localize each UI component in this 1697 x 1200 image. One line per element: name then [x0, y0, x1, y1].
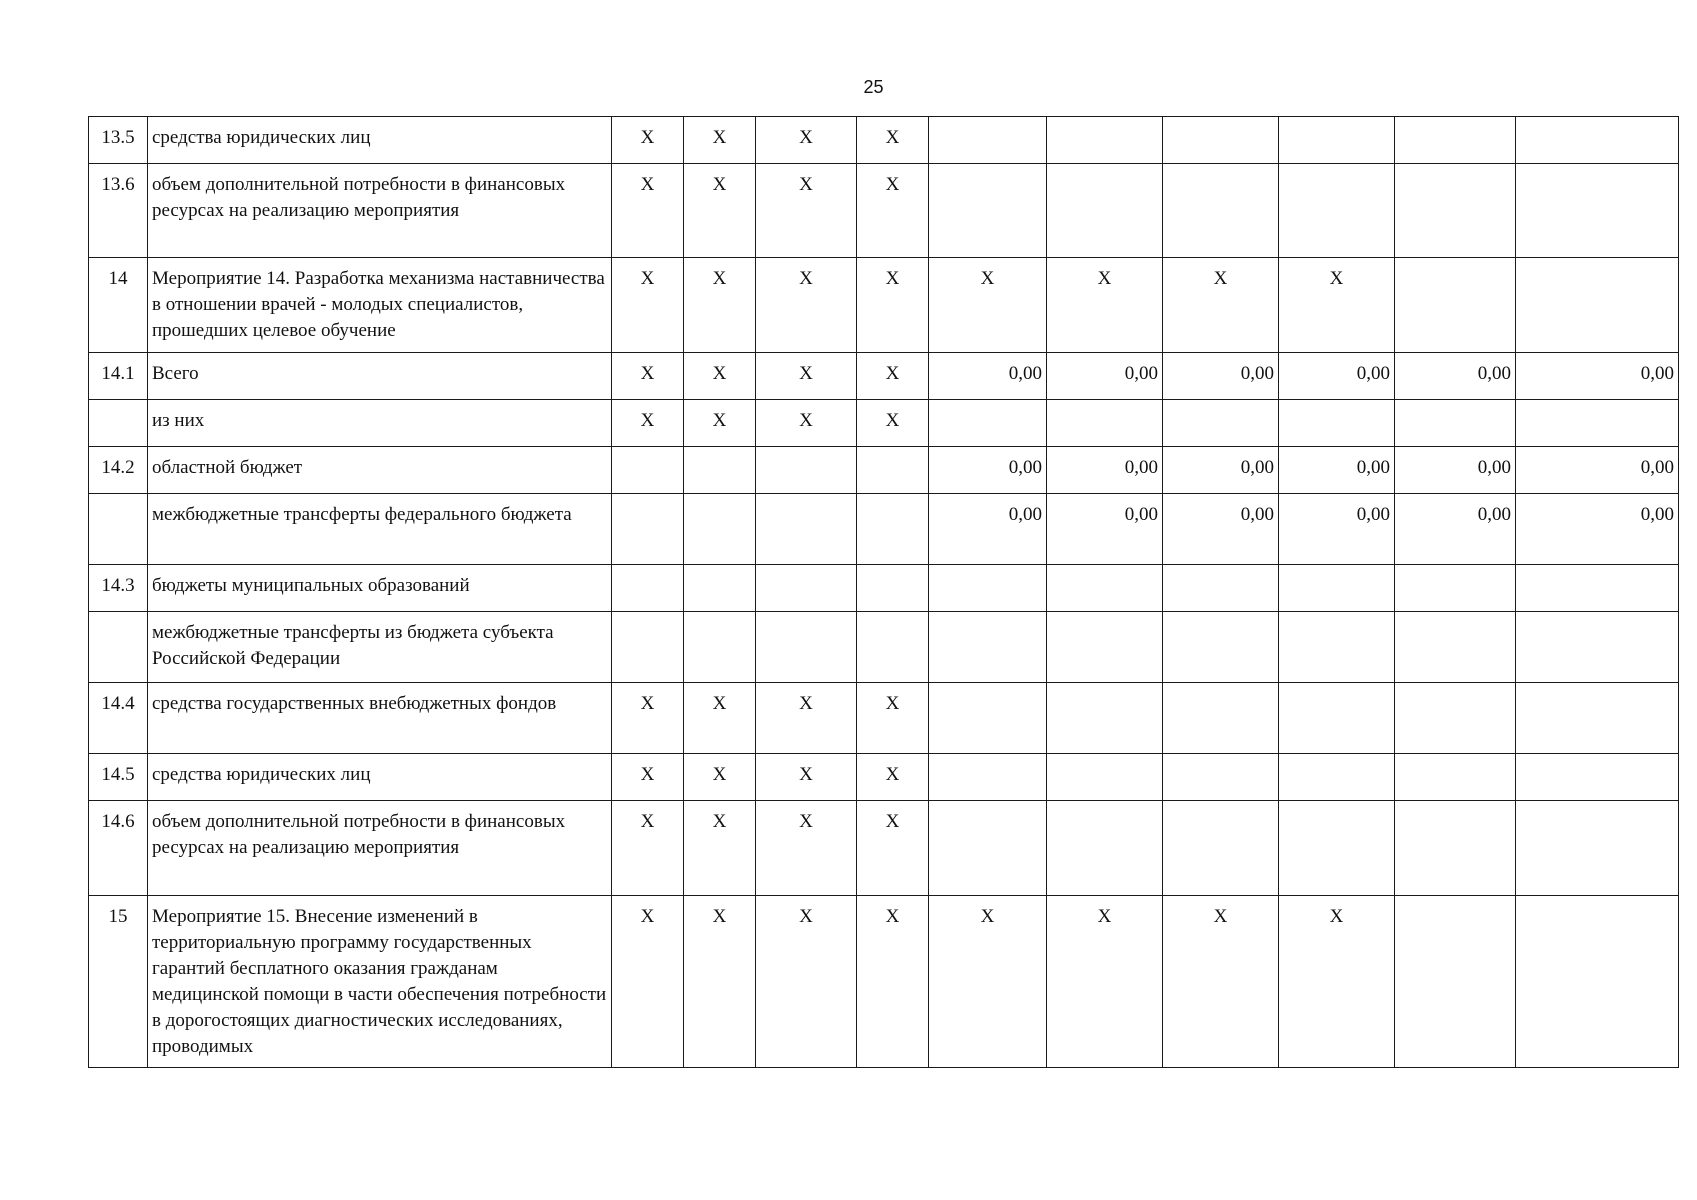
row-number: 14.2	[89, 447, 148, 494]
not-applicable-mark: X	[1163, 896, 1279, 1068]
empty-cell	[1516, 612, 1679, 683]
amount-cell: 0,00	[1047, 447, 1163, 494]
row-number: 14.4	[89, 683, 148, 754]
empty-cell	[1395, 683, 1516, 754]
empty-cell	[1516, 896, 1679, 1068]
table-row	[89, 494, 1679, 565]
row-description: из них	[148, 400, 612, 447]
row-description: объем дополнительной потребности в финансовых ресурсах на реализацию мероприятия	[148, 801, 612, 896]
empty-cell	[857, 447, 929, 494]
amount-cell: 0,00	[1395, 447, 1516, 494]
empty-cell	[684, 612, 756, 683]
not-applicable-mark: X	[1047, 258, 1163, 353]
empty-cell	[612, 447, 684, 494]
empty-cell	[1395, 164, 1516, 258]
row-number	[89, 612, 148, 683]
amount-cell: 0,00	[1163, 447, 1279, 494]
empty-cell	[756, 565, 857, 612]
not-applicable-mark: X	[857, 754, 929, 801]
row-number: 14	[89, 258, 148, 353]
amount-cell: 0,00	[1279, 353, 1395, 400]
table-row	[89, 801, 1679, 896]
row-description: средства государственных внебюджетных фондов	[148, 683, 612, 754]
empty-cell	[929, 683, 1047, 754]
not-applicable-mark: X	[857, 353, 929, 400]
amount-cell: 0,00	[1163, 494, 1279, 565]
row-description: Мероприятие 14. Разработка механизма наставничества в отношении врачей - молодых специалистов, прошедших целевое обучение	[148, 258, 612, 353]
empty-cell	[1163, 612, 1279, 683]
empty-cell	[1516, 754, 1679, 801]
not-applicable-mark: X	[684, 801, 756, 896]
empty-cell	[929, 400, 1047, 447]
empty-cell	[1279, 683, 1395, 754]
empty-cell	[1395, 565, 1516, 612]
table-row	[89, 353, 1679, 400]
empty-cell	[1395, 117, 1516, 164]
table-row	[89, 754, 1679, 801]
empty-cell	[1395, 258, 1516, 353]
amount-cell: 0,00	[929, 447, 1047, 494]
not-applicable-mark: X	[929, 896, 1047, 1068]
financing-table	[88, 116, 1679, 1068]
not-applicable-mark: X	[857, 400, 929, 447]
table-row	[89, 164, 1679, 258]
row-number: 13.6	[89, 164, 148, 258]
empty-cell	[1395, 612, 1516, 683]
empty-cell	[1516, 683, 1679, 754]
not-applicable-mark: X	[612, 353, 684, 400]
row-number	[89, 400, 148, 447]
row-description: межбюджетные трансферты из бюджета субъекта Российской Федерации	[148, 612, 612, 683]
empty-cell	[1516, 164, 1679, 258]
not-applicable-mark: X	[1279, 896, 1395, 1068]
empty-cell	[1163, 801, 1279, 896]
not-applicable-mark: X	[857, 258, 929, 353]
amount-cell: 0,00	[929, 494, 1047, 565]
table-row	[89, 258, 1679, 353]
empty-cell	[1047, 164, 1163, 258]
row-description: средства юридических лиц	[148, 754, 612, 801]
table-row	[89, 400, 1679, 447]
not-applicable-mark: X	[612, 258, 684, 353]
empty-cell	[684, 447, 756, 494]
empty-cell	[612, 565, 684, 612]
empty-cell	[1163, 683, 1279, 754]
not-applicable-mark: X	[612, 896, 684, 1068]
amount-cell: 0,00	[1516, 447, 1679, 494]
not-applicable-mark: X	[1047, 896, 1163, 1068]
empty-cell	[1279, 117, 1395, 164]
empty-cell	[857, 565, 929, 612]
empty-cell	[1163, 754, 1279, 801]
empty-cell	[684, 494, 756, 565]
row-description: бюджеты муниципальных образований	[148, 565, 612, 612]
empty-cell	[1163, 565, 1279, 612]
empty-cell	[1279, 164, 1395, 258]
not-applicable-mark: X	[756, 164, 857, 258]
not-applicable-mark: X	[756, 683, 857, 754]
empty-cell	[756, 612, 857, 683]
amount-cell: 0,00	[1163, 353, 1279, 400]
empty-cell	[1047, 754, 1163, 801]
not-applicable-mark: X	[684, 353, 756, 400]
not-applicable-mark: X	[857, 896, 929, 1068]
not-applicable-mark: X	[857, 164, 929, 258]
not-applicable-mark: X	[684, 683, 756, 754]
empty-cell	[929, 801, 1047, 896]
row-number: 14.5	[89, 754, 148, 801]
empty-cell	[1279, 565, 1395, 612]
empty-cell	[1047, 612, 1163, 683]
amount-cell: 0,00	[1279, 494, 1395, 565]
table-row	[89, 683, 1679, 754]
row-number	[89, 494, 148, 565]
amount-cell: 0,00	[1516, 353, 1679, 400]
empty-cell	[1047, 565, 1163, 612]
amount-cell: 0,00	[929, 353, 1047, 400]
empty-cell	[1395, 896, 1516, 1068]
row-number: 13.5	[89, 117, 148, 164]
empty-cell	[1047, 683, 1163, 754]
not-applicable-mark: X	[612, 164, 684, 258]
amount-cell: 0,00	[1395, 494, 1516, 565]
empty-cell	[1279, 400, 1395, 447]
empty-cell	[1395, 801, 1516, 896]
empty-cell	[1516, 258, 1679, 353]
not-applicable-mark: X	[684, 258, 756, 353]
empty-cell	[929, 164, 1047, 258]
table-row	[89, 447, 1679, 494]
empty-cell	[1516, 565, 1679, 612]
not-applicable-mark: X	[756, 754, 857, 801]
page-number: 25	[863, 77, 884, 97]
not-applicable-mark: X	[612, 801, 684, 896]
not-applicable-mark: X	[612, 117, 684, 164]
not-applicable-mark: X	[857, 683, 929, 754]
empty-cell	[1395, 754, 1516, 801]
not-applicable-mark: X	[612, 683, 684, 754]
empty-cell	[1163, 164, 1279, 258]
empty-cell	[1279, 612, 1395, 683]
table-row	[89, 565, 1679, 612]
empty-cell	[612, 612, 684, 683]
not-applicable-mark: X	[857, 801, 929, 896]
row-description: объем дополнительной потребности в финансовых ресурсах на реализацию мероприятия	[148, 164, 612, 258]
empty-cell	[756, 447, 857, 494]
empty-cell	[1047, 400, 1163, 447]
empty-cell	[1516, 400, 1679, 447]
empty-cell	[1395, 400, 1516, 447]
row-number: 14.3	[89, 565, 148, 612]
not-applicable-mark: X	[612, 754, 684, 801]
empty-cell	[929, 754, 1047, 801]
not-applicable-mark: X	[756, 801, 857, 896]
amount-cell: 0,00	[1047, 494, 1163, 565]
not-applicable-mark: X	[756, 896, 857, 1068]
not-applicable-mark: X	[612, 400, 684, 447]
amount-cell: 0,00	[1047, 353, 1163, 400]
row-number: 14.6	[89, 801, 148, 896]
empty-cell	[1047, 801, 1163, 896]
empty-cell	[1163, 117, 1279, 164]
row-description: средства юридических лиц	[148, 117, 612, 164]
not-applicable-mark: X	[756, 353, 857, 400]
not-applicable-mark: X	[756, 258, 857, 353]
empty-cell	[1047, 117, 1163, 164]
row-number: 14.1	[89, 353, 148, 400]
amount-cell: 0,00	[1395, 353, 1516, 400]
not-applicable-mark: X	[684, 400, 756, 447]
empty-cell	[1279, 754, 1395, 801]
empty-cell	[929, 117, 1047, 164]
empty-cell	[1279, 801, 1395, 896]
not-applicable-mark: X	[684, 754, 756, 801]
not-applicable-mark: X	[756, 400, 857, 447]
not-applicable-mark: X	[1163, 258, 1279, 353]
empty-cell	[929, 565, 1047, 612]
empty-cell	[1163, 400, 1279, 447]
empty-cell	[756, 494, 857, 565]
amount-cell: 0,00	[1279, 447, 1395, 494]
row-description: Всего	[148, 353, 612, 400]
empty-cell	[1516, 117, 1679, 164]
not-applicable-mark: X	[684, 896, 756, 1068]
table-row	[89, 117, 1679, 164]
not-applicable-mark: X	[756, 117, 857, 164]
not-applicable-mark: X	[929, 258, 1047, 353]
empty-cell	[857, 494, 929, 565]
empty-cell	[612, 494, 684, 565]
table-row	[89, 896, 1679, 1068]
not-applicable-mark: X	[684, 117, 756, 164]
not-applicable-mark: X	[857, 117, 929, 164]
row-description: Мероприятие 15. Внесение изменений в территориальную программу государственных гарантий бесплатного оказания гражданам медицинской помощи в части обеспечения потребности в дорогостоящих диагностических исследованиях, проводимых	[148, 896, 612, 1068]
not-applicable-mark: X	[1279, 258, 1395, 353]
row-description: межбюджетные трансферты федерального бюджета	[148, 494, 612, 565]
amount-cell: 0,00	[1516, 494, 1679, 565]
row-number: 15	[89, 896, 148, 1068]
empty-cell	[684, 565, 756, 612]
empty-cell	[1516, 801, 1679, 896]
not-applicable-mark: X	[684, 164, 756, 258]
table-row	[89, 612, 1679, 683]
row-description: областной бюджет	[148, 447, 612, 494]
empty-cell	[929, 612, 1047, 683]
empty-cell	[857, 612, 929, 683]
